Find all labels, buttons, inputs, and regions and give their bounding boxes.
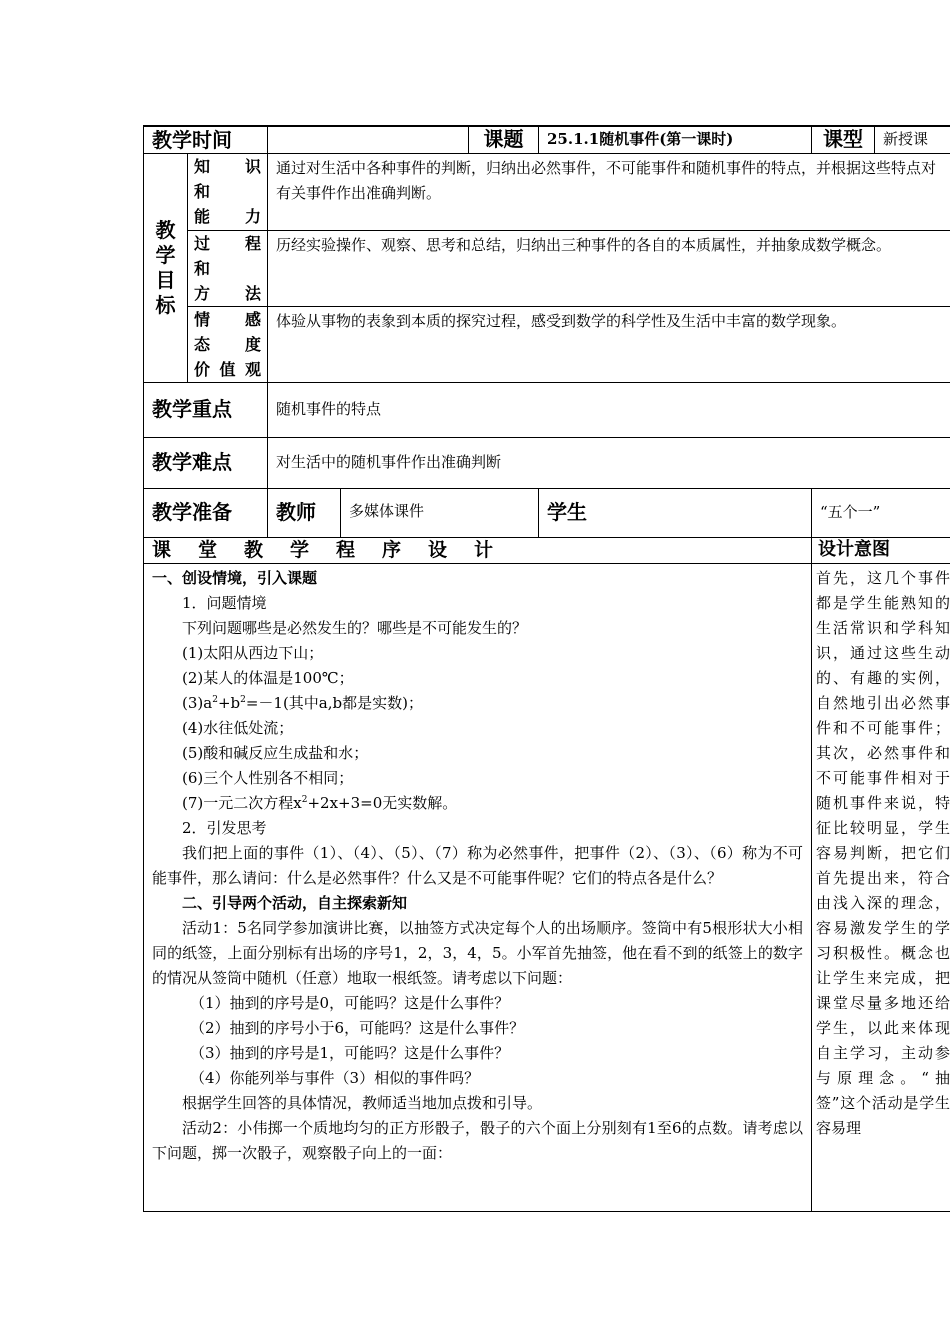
objectives-label <box>144 153 188 382</box>
key-point-label: 教学重点 <box>144 382 268 437</box>
objective-text-3: 体验从事物的表象到本质的探究过程，感受到数学的科学性及生活中丰富的数学现象。 <box>268 306 950 382</box>
design-intent-text: 首先，这几个事件都是学生能熟知的生活常识和学科知识，通过这些生动的、有趣的实例，自然地引出必然事件和不可能事件；其次，必然事件和不可能事件相对于随机事件来说，特征比较明显，学生容易判断，把它们首先提出来，符合由浅入深的理念，容易激发学生的学习积极性。概念也让学生来完成，把课堂尽量多地还给学生，以此来体现自主学习，主动参与原理念。“抽签”这个活动是学生容易理 <box>812 563 950 1211</box>
teacher-materials: 多媒体课件 <box>341 488 539 537</box>
section-2-heading: 二、引导两个活动，自主探索新知 <box>182 893 408 912</box>
lesson-type-value: 新授课 <box>875 126 950 153</box>
event-7-part-a: (7)一元二次方程x <box>182 793 302 812</box>
objective-category-1 <box>188 153 268 230</box>
lesson-type-label: 课型 <box>812 126 875 153</box>
lesson-plan <box>143 125 950 1212</box>
objective-category-3-line-3: 价值观 <box>194 359 261 379</box>
objective-category-2-line-2: 和 <box>194 258 211 278</box>
design-intent-heading: 设计意图 <box>812 537 950 563</box>
objectives-label-text: 教学目标 <box>155 217 176 317</box>
subsection-reflection: 2．引发思考 <box>182 818 267 837</box>
design-content <box>144 563 812 1211</box>
event-3-part-b: +b <box>217 693 241 712</box>
event-5: (5)酸和碱反应生成盐和水； <box>182 743 369 762</box>
design-heading: 课堂教学程序设计 <box>144 537 812 563</box>
event-3-part-a: (3)a <box>182 693 213 712</box>
student-label <box>539 488 812 537</box>
objective-category-2 <box>188 230 268 306</box>
activity-2-text: 活动2：小伟掷一个质地均匀的正方形骰子，骰子的六个面上分别刻有1至6的点数。请考虑以下问题，掷一次骰子，观察骰子向上的一面： <box>152 1118 804 1162</box>
event-6: (6)三个人性别各不相同； <box>182 768 354 787</box>
event-4: (4)水往低处流； <box>182 718 294 737</box>
event-2: (2)某人的体温是100℃； <box>182 668 354 687</box>
activity-1-question-2: （2）抽到的序号小于6，可能吗？这是什么事件？ <box>190 1018 525 1037</box>
activity-1-question-1: （1）抽到的序号是0，可能吗？这是什么事件？ <box>190 993 510 1012</box>
teaching-time-value <box>268 126 469 153</box>
key-point-value: 随机事件的特点 <box>268 382 950 437</box>
topic-label: 课题 <box>469 126 539 153</box>
student-materials: “五个一” <box>812 488 950 537</box>
event-3 <box>152 691 803 716</box>
objective-text-1: 通过对生活中各种事件的判断，归纳出必然事件，不可能事件和随机事件的特点，并根据这些特点对有关事件作出准确判断。 <box>268 153 950 230</box>
activity-1-text: 活动1：5名同学参加演讲比赛，以抽签方式决定每个人的出场顺序。签筒中有5根形状大小相同的纸签，上面分别标有出场的序号1，2，3，4，5。小军首先抽签，他在看不到的纸签上的数字的情况从签筒中随机（任意）地取一根纸签。请考虑以下问题： <box>152 918 804 987</box>
objective-category-3-line-2: 态 度 <box>194 334 261 354</box>
objective-category-2-line-3: 方 法 <box>194 283 261 303</box>
topic-value: 25.1.1随机事件(第一课时) <box>539 126 812 153</box>
objective-category-2-line-1: 过 程 <box>194 233 261 253</box>
event-3-sup-1: 2 <box>212 694 218 705</box>
lesson-plan-table <box>143 125 950 1212</box>
event-3-sup-2: 2 <box>240 694 246 705</box>
objective-category-1-line-3: 能 力 <box>194 206 261 226</box>
subsection-problem-context: 1．问题情境 <box>182 593 267 612</box>
reflection-text: 我们把上面的事件（1）、（4）、（5）、（7）称为必然事件，把事件（2）、（3）、（6）称为不可能事件，那么请问：什么是必然事件？什么又是不可能事件呢？它们的特点各是什么？ <box>152 843 804 887</box>
objective-category-1-line-1: 知 识 <box>194 156 261 176</box>
difficulty-label: 教学难点 <box>144 437 268 488</box>
objective-category-1-line-2: 和 <box>194 181 211 201</box>
section-1-heading: 一、创设情境，引入课题 <box>152 568 318 587</box>
activity-1-question-4: （4）你能列举与事件（3）相似的事件吗？ <box>190 1068 480 1087</box>
objective-category-3 <box>188 306 268 382</box>
event-1: (1)太阳从西边下山； <box>182 643 324 662</box>
event-7-sup: 2 <box>301 794 308 805</box>
teaching-time-label: 教学时间 <box>144 126 268 153</box>
student-label-text: 学生 <box>547 500 587 524</box>
event-3-part-c: =－1(其中a,b都是实数)； <box>245 693 423 712</box>
difficulty-value: 对生活中的随机事件作出准确判断 <box>268 437 950 488</box>
question-intro: 下列问题哪些是必然发生的？哪些是不可能发生的？ <box>182 618 528 637</box>
objective-text-2: 历经实验操作、观察、思考和总结，归纳出三种事件的各自的本质属性，并抽象成数学概念。 <box>268 230 950 306</box>
event-7-part-b: +2x+3=0无实数解。 <box>307 793 458 812</box>
event-7 <box>152 791 803 816</box>
activity-1-question-3: （3）抽到的序号是1，可能吗？这是什么事件？ <box>190 1043 510 1062</box>
preparation-label: 教学准备 <box>144 488 268 537</box>
objective-category-3-line-1: 情 感 <box>194 309 261 329</box>
teacher-label: 教师 <box>268 488 341 537</box>
teacher-guidance: 根据学生回答的具体情况，教师适当地加点拨和引导。 <box>182 1093 543 1112</box>
